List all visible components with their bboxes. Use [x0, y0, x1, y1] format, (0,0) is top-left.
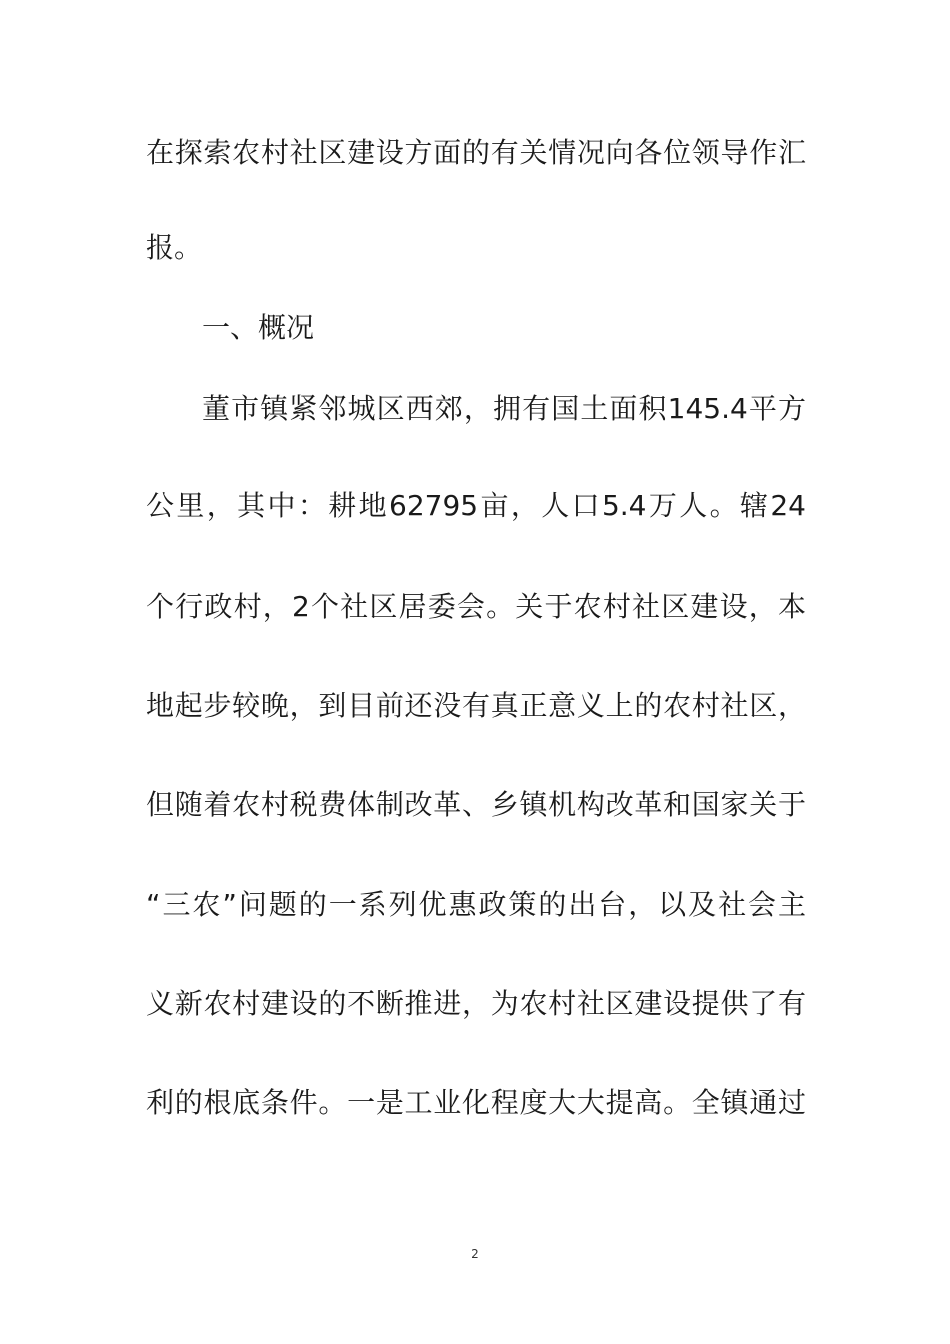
- text-line-4: 董市镇紧邻城区西郊，拥有国土面积145.4平方: [202, 392, 806, 425]
- text-line-2: 报。: [146, 231, 203, 264]
- text-line-6: 个行政村，2个社区居委会。关于农村社区建设，本: [146, 590, 806, 623]
- section-heading: 一、概况: [202, 311, 315, 344]
- text-line-10: 义新农村建设的不断推进，为农村社区建设提供了有: [146, 987, 806, 1020]
- text-line-11: 利的根底条件。一是工业化程度大大提高。全镇通过: [146, 1086, 806, 1119]
- page-number: 2: [471, 1247, 479, 1261]
- text-line-7: 地起步较晚，到目前还没有真正意义上的农村社区，: [146, 689, 806, 722]
- text-line-1: 在探索农村社区建设方面的有关情况向各位领导作汇: [146, 136, 806, 169]
- text-line-9: “三农”问题的一系列优惠政策的出台，以及社会主: [146, 888, 806, 921]
- text-line-5: 公里，其中：耕地62795亩，人口5.4万人。辖24: [146, 489, 806, 522]
- text-line-8: 但随着农村税费体制改革、乡镇机构改革和国家关于: [146, 788, 806, 821]
